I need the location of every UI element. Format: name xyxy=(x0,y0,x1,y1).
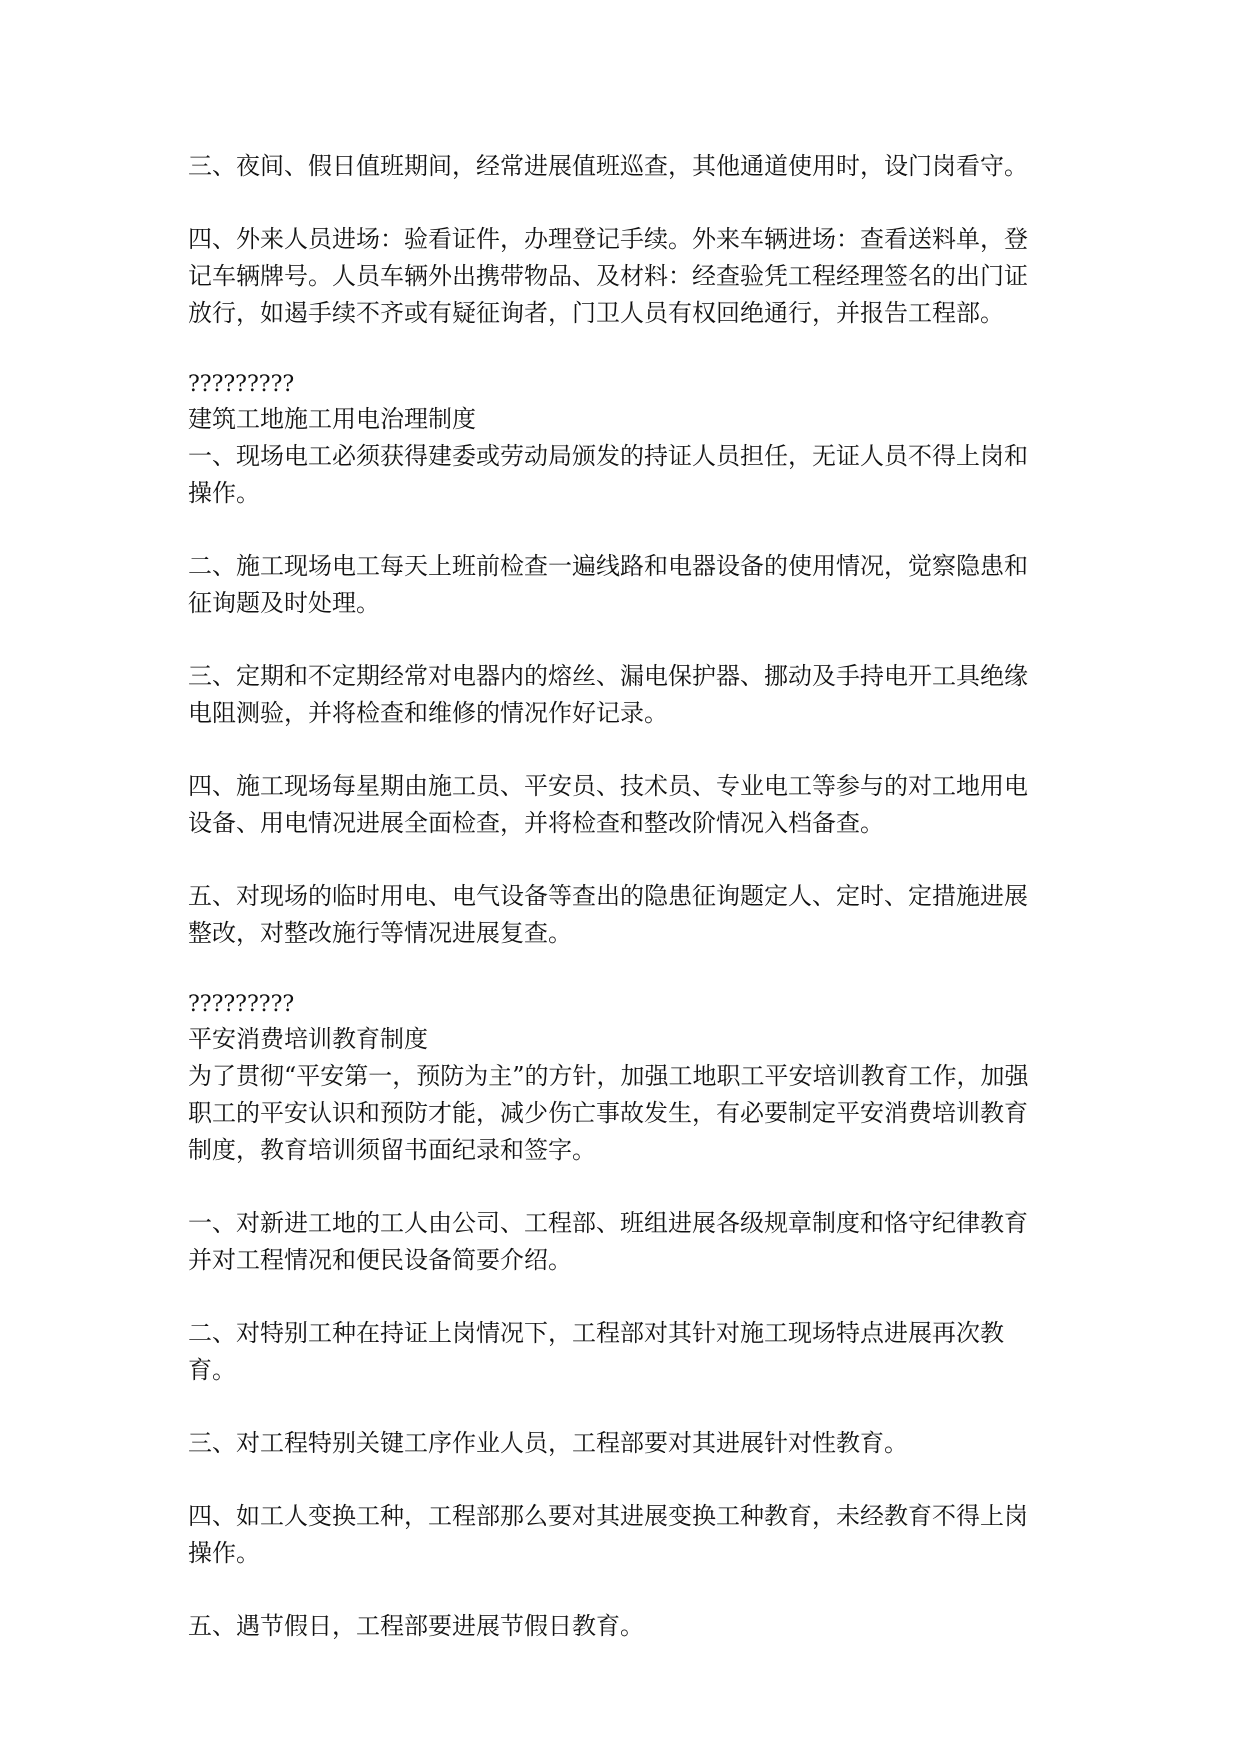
section-gate-duty xyxy=(188,148,1048,332)
paragraph: 一、现场电工必须获得建委或劳动局颁发的持证人员担任，无证人员不得上岗和操作。 xyxy=(188,442,1028,507)
paragraph: 为了贯彻“平安第一，预防为主”的方针，加强工地职工平安培训教育工作，加强职工的平安认识和预防才能，减少伤亡事故发生，有必要制定平安消费培训教育制度，教育培训须留书面纪录和签字。 xyxy=(188,1062,1029,1164)
paragraph: 二、施工现场电工每天上班前检查一遍线路和电器设备的使用情况，觉察隐患和征询题及时处理。 xyxy=(188,552,1028,617)
document-page xyxy=(188,148,1048,1681)
section-electricity-management xyxy=(188,368,1048,952)
paragraph: 五、遇节假日，工程部要进展节假日教育。 xyxy=(188,1612,644,1640)
paragraph: 三、夜间、假日值班期间，经常进展值班巡查，其他通道使用时，设门岗看守。 xyxy=(188,152,1028,180)
unrendered-title-marker: ????????? xyxy=(188,992,295,1017)
paragraph: 一、对新进工地的工人由公司、工程部、班组进展各级规章制度和恪守纪律教育并对工程情况和便民设备简要介绍。 xyxy=(188,1209,1028,1274)
paragraph: 三、对工程特别关键工序作业人员，工程部要对其进展针对性教育。 xyxy=(188,1429,908,1457)
paragraph: 四、如工人变换工种，工程部那么要对其进展变换工种教育，未经教育不得上岗操作。 xyxy=(188,1502,1028,1567)
section-safety-training xyxy=(188,988,1048,1645)
paragraph: 三、定期和不定期经常对电器内的熔丝、漏电保护器、挪动及手持电开工具绝缘电阻测验，并将检查和维修的情况作好记录。 xyxy=(188,662,1028,727)
paragraph: 四、外来人员进场：验看证件，办理登记手续。外来车辆进场：查看送料单，登记车辆牌号。人员车辆外出携带物品、及材料：经查验凭工程经理签名的出门证放行，如遏手续不齐或有疑征询者，门卫人员有权回绝通行，并报告工程部。 xyxy=(188,225,1028,327)
paragraph: 二、对特别工种在持证上岗情况下，工程部对其针对施工现场特点进展再次教育。 xyxy=(188,1319,1004,1384)
paragraph: 四、施工现场每星期由施工员、平安员、技术员、专业电工等参与的对工地用电设备、用电情况进展全面检查，并将检查和整改阶情况入档备查。 xyxy=(188,772,1028,837)
section-heading: 平安消费培训教育制度 xyxy=(188,1025,428,1053)
paragraph: 五、对现场的临时用电、电气设备等查出的隐患征询题定人、定时、定措施进展整改，对整改施行等情况进展复查。 xyxy=(188,882,1028,947)
section-heading: 建筑工地施工用电治理制度 xyxy=(188,405,476,433)
unrendered-title-marker: ????????? xyxy=(188,372,295,397)
